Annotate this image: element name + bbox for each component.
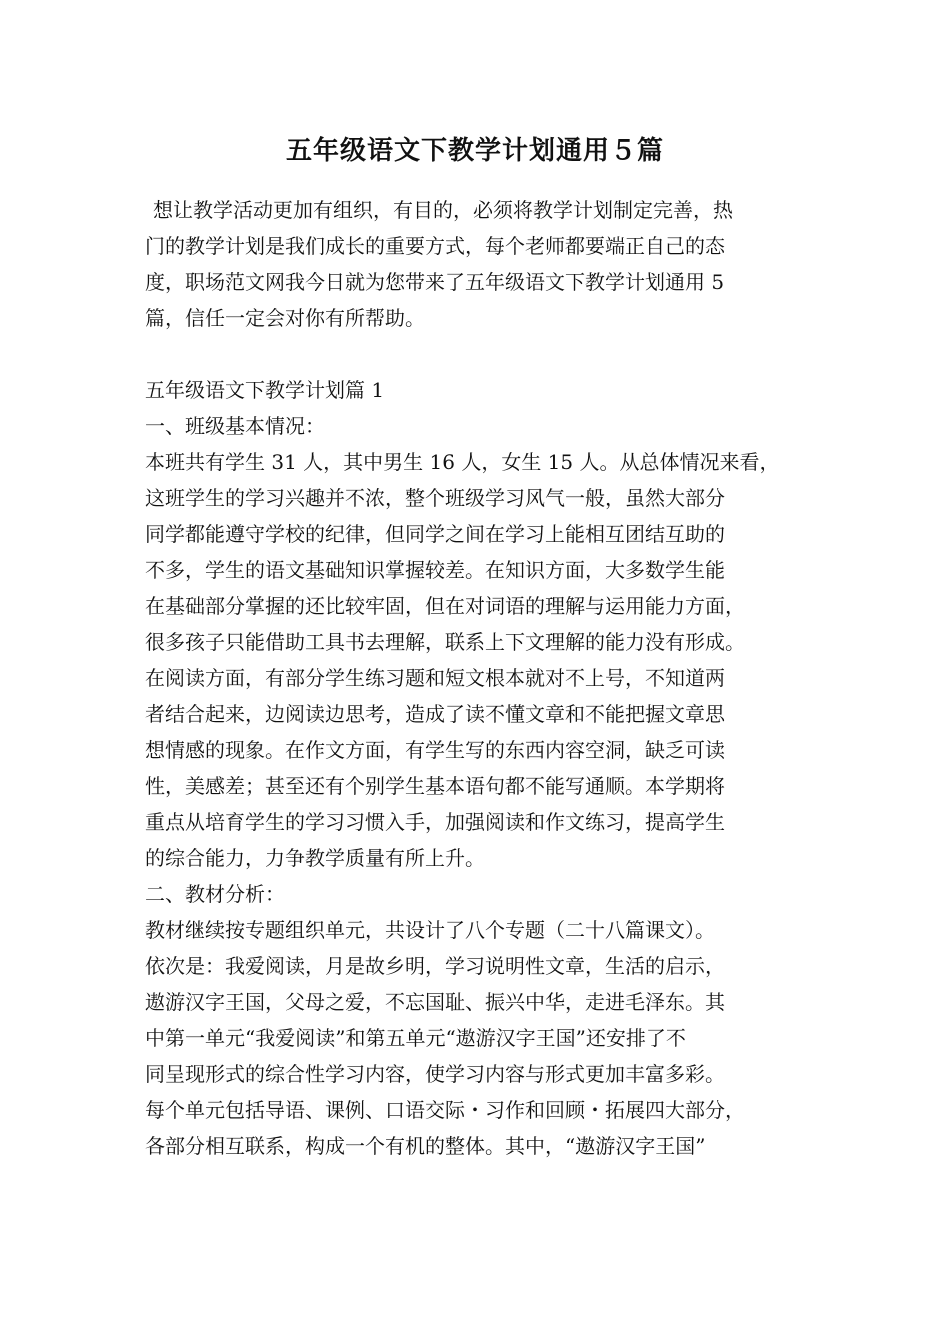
- document-body: [145, 192, 807, 1164]
- intro-line: 度，职场范文网我今日就为您带来了五年级语文下教学计划通用 5: [145, 270, 725, 294]
- part2-line: 每个单元包括导语、课例、口语交际・习作和回顾・拓展四大部分，: [145, 1098, 745, 1122]
- part1-line: 本班共有学生 31 人，其中男生 16 人，女生 15 人。从总体情况来看，: [145, 450, 780, 474]
- section-heading: 五年级语文下教学计划篇 1: [145, 378, 385, 402]
- part1-line: 重点从培育学生的学习习惯入手，加强阅读和作文练习，提高学生: [145, 810, 725, 834]
- part2-line: 同呈现形式的综合性学习内容，使学习内容与形式更加丰富多彩。: [145, 1062, 725, 1086]
- part1-line: 在基础部分掌握的还比较牢固，但在对词语的理解与运用能力方面，: [145, 594, 745, 618]
- part1-line: 很多孩子只能借助工具书去理解，联系上下文理解的能力没有形成。: [145, 630, 745, 654]
- part1-heading: 一、班级基本情况：: [145, 414, 325, 438]
- part1-line: 的综合能力，力争教学质量有所上升。: [145, 846, 485, 870]
- intro-line: 想让教学活动更加有组织，有目的，必须将教学计划制定完善，热: [153, 198, 733, 222]
- part2-line: 依次是：我爱阅读，月是故乡明，学习说明性文章，生活的启示，: [145, 954, 725, 978]
- intro-line: 篇，信任一定会对你有所帮助。: [145, 306, 425, 330]
- document-title: 五年级语文下教学计划通用５篇: [285, 136, 664, 166]
- part1-line: 不多，学生的语文基础知识掌握较差。在知识方面，大多数学生能: [145, 558, 725, 582]
- part2-line: 遨游汉字王国，父母之爱，不忘国耻、振兴中华，走进毛泽东。其: [145, 990, 725, 1014]
- part1-line: 者结合起来，边阅读边思考，造成了读不懂文章和不能把握文章思: [145, 702, 725, 726]
- part1-line: 想情感的现象。在作文方面，有学生写的东西内容空洞，缺乏可读: [145, 738, 725, 762]
- part1-line: 同学都能遵守学校的纪律，但同学之间在学习上能相互团结互助的: [145, 522, 725, 546]
- part1-line: 性，美感差；甚至还有个别学生基本语句都不能写通顺。本学期将: [145, 774, 725, 798]
- part2-line: 各部分相互联系，构成一个有机的整体。其中，“遨游汉字王国”: [145, 1134, 706, 1158]
- intro-line: 门的教学计划是我们成长的重要方式，每个老师都要端正自己的态: [145, 234, 725, 258]
- part1-line: 这班学生的学习兴趣并不浓，整个班级学习风气一般，虽然大部分: [145, 486, 725, 510]
- part2-line: 教材继续按专题组织单元，共设计了八个专题（二十八篇课文）。: [145, 918, 715, 942]
- paragraph-spacer: [145, 336, 807, 372]
- part1-line: 在阅读方面，有部分学生练习题和短文根本就对不上号，不知道两: [145, 666, 725, 690]
- part2-heading: 二、教材分析：: [145, 882, 285, 906]
- part2-line: 中第一单元“我爱阅读”和第五单元“遨游汉字王国”还安排了不: [145, 1026, 686, 1050]
